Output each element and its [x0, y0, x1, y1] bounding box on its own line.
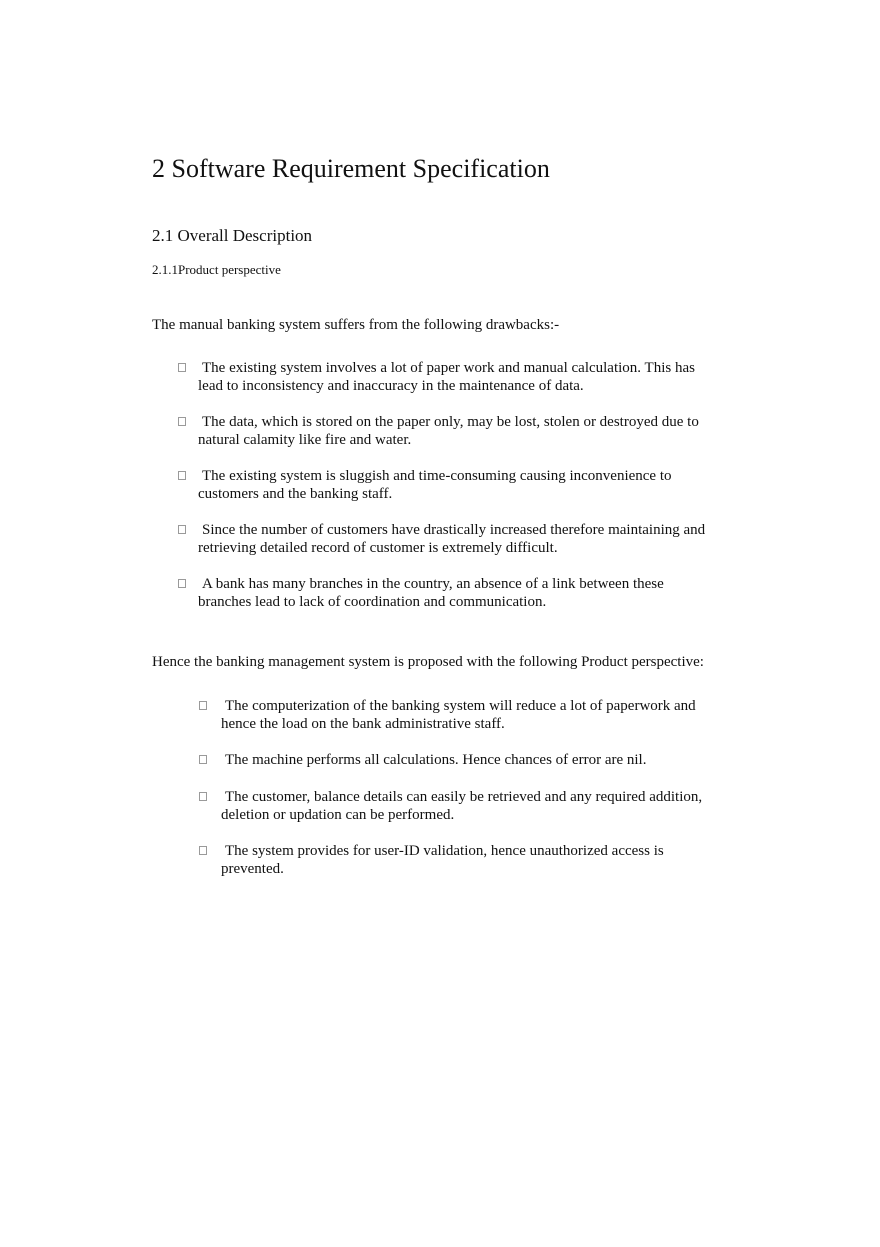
list-item-text: customers and the banking staff.: [198, 486, 393, 502]
bullet-icon: [178, 363, 186, 372]
list-item-text: The machine performs all calculations. Hence chances of error are nil.: [225, 752, 647, 768]
list-item-text: retrieving detailed record of customer is extremely difficult.: [198, 540, 558, 556]
list-item-text: The data, which is stored on the paper only, may be lost, stolen or destroyed due to: [202, 414, 699, 430]
page-title: 2 Software Requirement Specification: [152, 154, 550, 183]
list-item-text: Since the number of customers have drastically increased therefore maintaining and: [202, 522, 706, 538]
list-item-text: deletion or updation can be performed.: [221, 807, 455, 823]
list-item-text: branches lead to lack of coordination and communication.: [198, 594, 547, 610]
list-item-text: natural calamity like fire and water.: [198, 432, 412, 448]
list-item-text: hence the load on the bank administrative staff.: [221, 716, 505, 732]
list-item-text: prevented.: [221, 861, 284, 877]
list-item-text: lead to inconsistency and inaccuracy in the maintenance of data.: [198, 378, 584, 394]
bullet-icon: [199, 755, 207, 764]
hence-paragraph: Hence the banking management system is proposed with the following Product perspective:: [152, 654, 704, 670]
list-item-text: The existing system involves a lot of paper work and manual calculation. This has: [202, 360, 695, 376]
bullet-icon: [178, 579, 186, 588]
list-item-text: The existing system is sluggish and time-consuming causing inconvenience to: [202, 468, 672, 484]
bullet-icon: [178, 471, 186, 480]
list-item-text: The system provides for user-ID validation, hence unauthorized access is: [225, 843, 664, 859]
bullet-icon: [199, 792, 207, 801]
bullet-icon: [199, 701, 207, 710]
section-heading: 2.1 Overall Description: [152, 226, 313, 245]
intro-paragraph: The manual banking system suffers from the following drawbacks:-: [152, 317, 560, 333]
subsection-heading: 2.1.1Product perspective: [152, 262, 281, 277]
bullet-icon: [199, 846, 207, 855]
bullet-icon: [178, 525, 186, 534]
list-item-text: The customer, balance details can easily be retrieved and any required addition,: [225, 789, 703, 805]
bullet-icon: [178, 417, 186, 426]
list-item-text: A bank has many branches in the country, an absence of a link between these: [202, 576, 664, 592]
list-item-text: The computerization of the banking system will reduce a lot of paperwork and: [225, 698, 696, 714]
